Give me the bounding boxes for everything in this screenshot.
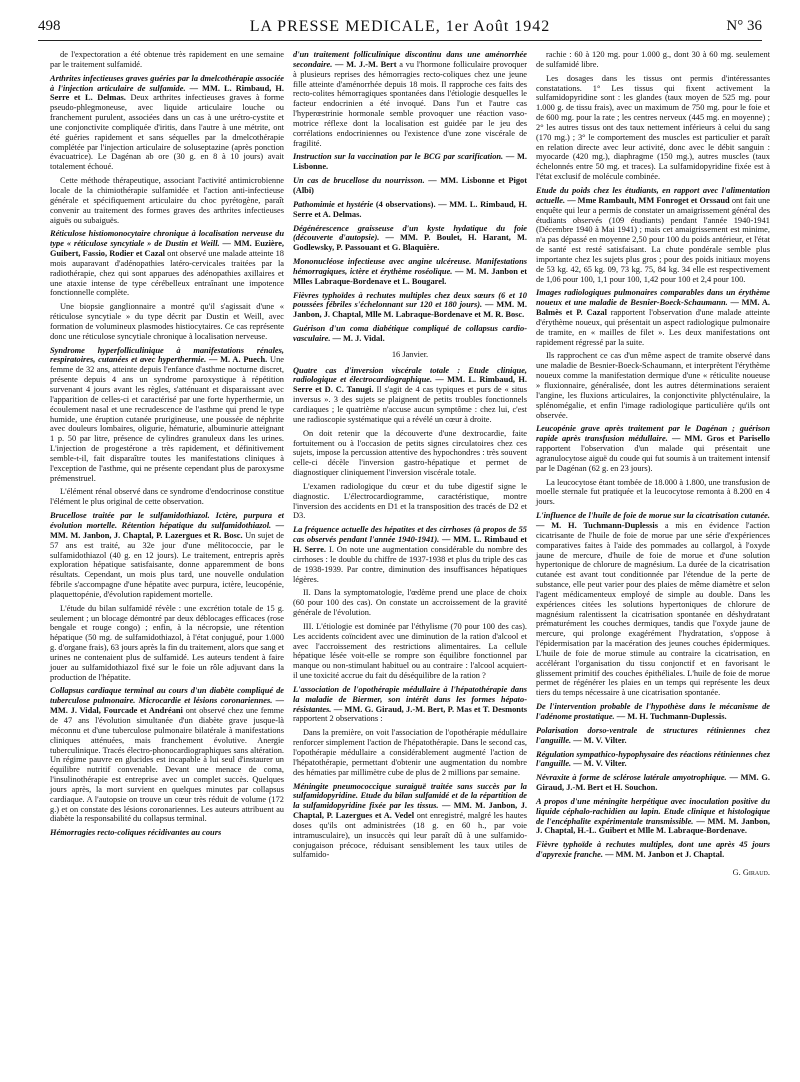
paragraph xyxy=(293,482,527,521)
abstract-title: Névraxite à forme de sclérose latérale amyotrophique. xyxy=(536,773,727,783)
abstract-text: a vu l'hormone folliculaire provoquer à plusieurs reprises des hémorragies recto-coliques chez une jeune fille atteinte d'aménorrhée depuis 18 mois. Il rapproche ces faits des recto-colites hémorragiques spontanées dans l'étiologie desquelles le facteur endocrinien a été invoqué. Dans l'un et l'autre cas l'hyperœstrinie hormonale semble provoquer une réaction vaso-motrice réflexe dont la localisation est guidée par le jeu des corrélations endocriniennes ou l'existence d'une zone viscérale de fragilité. xyxy=(293,59,528,148)
abstract-title: De l'intervention probable de l'hypothèse dans le mécanisme de l'adénome prostatique. xyxy=(536,702,770,721)
abstract-title: d'un traitement folliculinique discontinu dans une aménorrhée secondaire. xyxy=(293,50,527,69)
abstract-text: a mis en évidence l'action cicatrisante de l'huile de foie de morue par une série d'expériences comparatives faites à l'aide des pommades au collargol, à l'oxyde jaune de mercure, d'huile de foie de morue et d'une solution hypertonique de chlorure de magnésium. La durée de la cicatrisation cutanée est avant tout conditionnée par l'étendue de la perte de substance, elle peut varier pour des plaies de même diamètre et selon l'agent médicamenteux employé de simple au double. Dans les expériences citées les solutions hypertoniques de chlorure de magnésium ralentissent la cicatrisation spontanée en déshydratant prématurément les couches dermiques, tandis que l'oxyde jaune de mercure, qui prolonge exagérément l'hydratation, s'oppose à l'épidermisation par la macération des jeunes couches épidermiques. L'huile de foie de morue stimule au contraire la cicatrisation, en accélérant l'organisation du tissu conjonctif et en favorisant le glissement primitif des couches épithéliales. L'huile de foie de morue permet de régénérer les plaies en un temps qui représente les deux tiers du temps nécessaire à une cicatrisation spontanée. xyxy=(536,520,770,698)
abstract-authors: — MM. P. Boulet, H. Harant, M. Godlewsky, P. Passouant et G. Blaquière. xyxy=(293,233,527,253)
abstract-authors: — MM. Euzière, Guibert, Fassio, Rodier et Cazal xyxy=(50,239,284,259)
abstract-text: Une femme de 32 ans, atteinte depuis l'enfance d'asthme nocturne discret, présente depuis 4 ans un syndrome paroxystique à répétition survenant 4 jours avant les règles, s'atténuant et disparaissant avec l'apparition de celles-ci et caractérisé par une forte hyperthermie, un écoulement nasal et une recrudescence de l'asthme qui prend le type humide, une éruption cutanée prurigineuse, une poussée de néphrite avec douleurs lombaires, oligurie, hématurie, albuminurie atteignant 1 p. 50 par litre, présence de cylindres granuleux dans les urines. L'injection de progestérone a très rapidement, et définitivement semble-t-il, fait disparaître toutes les manifestations cliniques à l'exception de l'asthme, qui ne présente cependant plus de paroxysme prémenstruel. xyxy=(50,355,284,483)
abstract-title: A propos d'une méningite herpétique avec inoculation positive du liquide céphalo-rachidien au lapin. Etude clinique et histologique de l'encéphalite expérimentale transmissible. xyxy=(536,796,770,826)
paragraph xyxy=(293,622,527,681)
page-header xyxy=(38,18,762,42)
abstract-authors: — MM. M. Janbon, J. Chaptal, Mlle M. Labraque-Bordenave et M. R. Bosc. xyxy=(293,300,527,320)
abstract-authors: — MM. A. Balmès et P. Cazal xyxy=(536,298,771,318)
abstract-text: ont observé chez une femme de 47 ans l'évolution simultanée d'un diabète grave jusque-là méconnu et d'une tuberculose pulmonaire bilatérale à manifestations cliniques atténuées, mais franchement évolutive. Anergie tuberculinique. Tracés électro-phonocardiographiques sans altération. Un régime pauvre en glucides est incapable à lui seul d'instaurer un équilibre nutritif convenable. Devant une menace de coma, l'insulinothérapie est entreprise avec un complet succès. Quelques jours après, la mort survient en quelques minutes par collapsus cardiaque. A l'autopsie on trouve un cœur très réduit de volume (172 g.) et on constate des lésions coronariennes. Les auteurs attribuent au diabète la responsabilité du collapsus terminal. xyxy=(50,706,285,824)
abstract-title: Arthrites infectieuses graves guéries par la dmelcothérapie associée à l'injection articulaire de sulfamide. xyxy=(50,73,284,93)
header-rule xyxy=(38,40,762,41)
abstract-title: L'association de l'opothérapie médullaire à l'hépatothérapie dans la maladie de Biermer, son intérêt dans les formes hépato-résistantes. xyxy=(293,684,527,714)
abstract-entry xyxy=(50,511,284,600)
abstract-entry xyxy=(293,324,527,344)
abstract-entry xyxy=(50,828,284,838)
abstract-entry xyxy=(50,346,284,484)
abstract-title: Etude du poids chez les étudiants, en rapport avec l'alimentation actuelle. xyxy=(536,185,770,205)
abstract-authors: — MM. L. Rimbaud et H. Serre. xyxy=(293,535,527,554)
abstract-authors: — M. A. Puech. xyxy=(208,355,268,365)
page-number: 498 xyxy=(38,18,61,34)
paragraph xyxy=(50,302,284,341)
abstract-title: Quatre cas d'inversion viscérale totale : Etude clinique, radiologique et électrocardiographique. xyxy=(293,365,527,385)
abstract-entry xyxy=(536,840,770,860)
abstract-text: L'examen radiologique du cœur et du tube digestif signe le diagnostic. L'électrocardiogramme, caractéristique, montre l'inversion des accidents en D1 et la transposition des tracés de D2 et D3. xyxy=(293,481,527,521)
abstract-entry xyxy=(536,511,770,698)
abstract-title: Images radiologiques pulmonaires comparables dans un érythème noueux et une maladie de Besnier-Boeck-Schaumann. xyxy=(536,288,770,308)
paragraph xyxy=(536,478,770,508)
abstract-authors: — MM. M. Janbon, J. Chaptal, P. Lazergues et R. Bosc. xyxy=(50,520,285,540)
abstract-text: La leucocytose étant tombée de 18.000 à 1.800, une transfusion de moelle sternale fut pratiquée et la leucocytose remonta à 8.200 en 4 jours. xyxy=(536,477,770,507)
abstract-entry xyxy=(536,288,770,347)
abstract-entry xyxy=(293,50,527,148)
abstract-title: Méningite pneumococcique suraiguë traitée sans succès par la sulfamidopyridine. Etude du bilan sulfamidé et de la répartition de la sulfamidopyridine fixée par les tissus. xyxy=(293,781,527,811)
paragraph xyxy=(50,604,284,683)
paragraph xyxy=(536,50,770,70)
abstract-authors: — M. M. Janbon et Mlles Labraque-Bordenave et L. Bougarel. xyxy=(293,266,527,286)
paragraph xyxy=(293,429,527,478)
abstract-title: Pathomimie et hystérie xyxy=(293,199,374,209)
paragraph xyxy=(50,50,284,70)
abstract-text: II. Dans la symptomatologie, l'œdème prend une place de choix (60 pour 100 des cas). On constate un accroissement de la gravité générale de l'évolution. xyxy=(293,588,527,618)
abstract-entry xyxy=(293,200,527,220)
abstract-title: Régulation sympathico-hypophysaire des réactions rétiniennes chez l'anguille. xyxy=(536,749,770,769)
text-column-left xyxy=(50,50,284,842)
abstract-title: Leucopénie grave après traitement par le Dagénan ; guérison rapide après transfusion médullaire. xyxy=(536,424,770,444)
abstract-text: L'élément rénal observé dans ce syndrome d'endocrinose constitue l'élément le plus original de cette observation. xyxy=(50,487,284,507)
abstract-entry xyxy=(536,773,770,793)
abstract-text: III. L'étiologie est dominée par l'éthylisme (70 pour 100 des cas). Les accidents coïncident avec une diminution de la ration d'alcool et avec l'accroissement des restrictions alimentaires. La cellule hépatique lésée voit-elle se rompre son équilibre fonctionnel par manque ou non-stimulant habituel ou au contraire : l'alcool acquiert-il une toxicité accrue du fait du déséquilibre de la ration ? xyxy=(293,621,527,681)
abstract-authors: — MM. J. Vidal, Fourcade et Andréani xyxy=(50,696,284,716)
abstract-text: Il s'agit de 4 cas typiques et purs de « situs inversus ». 3 des sujets se plaignent de petits troubles fonctionnels cardiaques ; le quatrième n'accuse aucun symptôme : chez lui, c'est une radioscopie systématique qui a révélé un cœur à droite. xyxy=(293,385,527,424)
abstract-authors: — MM. M. Janbon, J. Chaptal, H.-L. Guibert et Mlle M. Labraque-Bordenave. xyxy=(536,816,770,836)
signature: G. Giraud. xyxy=(732,867,770,877)
abstract-text: rapportent l'observation d'un malade qui présentait une agranulocytose aiguë du coude qui fut soumis à un traitement intensif par le Dagénan (62 g. en 23 jours). xyxy=(536,444,770,473)
abstract-text: ont enregistré, malgré les hautes doses qu'ils ont administrées (18 g. en 60 h., par voie intramusculaire), un insuccès qui leur paraît dû à une sulfamido-conjugaison précoce, réduisant sensiblement les taux utiles de sulfamido- xyxy=(293,811,527,860)
abstract-text: rapportent 2 observations : xyxy=(293,714,383,724)
abstract-entry xyxy=(536,702,770,722)
abstract-authors: — M. J. Vidal. xyxy=(332,333,385,343)
abstract-entry xyxy=(293,176,527,196)
abstract-authors: — M. V. Vilter. xyxy=(573,759,627,769)
session-date: 16 Janvier. xyxy=(391,349,429,359)
abstract-title: Fièvres typhoïdes à rechutes multiples chez deux sœurs (6 et 10 poussées fébriles s'échelonnant sur 120 et 180 jours). xyxy=(293,290,527,310)
abstract-entry xyxy=(293,291,527,321)
abstract-text: Deux arthrites infectieuses graves à forme pseudo-phlegmoneuse, avec liquide articulaire louche ou franchement purulent, associées dans un cas à une urétro-cystite et une conjonctivite compliquée d'iritis, dans l'autre à une métrite, ont été guéries rapidement et sans séquelles par la dmelcothérapie complétée par l'injection articulaire de soluseptazine (après ponction évacuatrice). Le Dagénan ab ore (30 g. en 8 à 10 jours) avait totalement échoué. xyxy=(50,93,285,172)
abstract-authors: — M. Lisbonne. xyxy=(293,152,528,172)
abstract-authors: — MM. M. Janbon, J. Chaptal, P. Lazergues et A. Vedel xyxy=(293,801,527,821)
abstract-authors: (4 observations). — MM. L. Rimbaud, H. Serre et A. Delmas. xyxy=(293,199,528,219)
abstract-authors: — M. H. Tuchmann-Duplessis xyxy=(536,520,658,530)
abstract-entry xyxy=(293,257,527,287)
abstract-entry xyxy=(536,750,770,770)
abstract-text: On doit retenir que la découverte d'une dextrocardie, faite fortuitement ou à l'occasion de petits signes circulatoires chez ces sujets, impose la percussion attentive des hypochondres : très souvent celle-ci décèle l'inversion gastro-hépatique et permet de diagnostiquer cliniquement l'inversion viscérale totale. xyxy=(293,428,527,478)
abstract-text: rapportent l'observation d'une malade atteinte d'érythème noueux, qui présentait un aspect radiologique pulmonaire de tramite, en « mailles de filet ». Les deux manifestations ont rapidement régressé par la suite. xyxy=(536,308,770,347)
paragraph xyxy=(50,487,284,507)
abstract-title: Guérison d'un coma diabétique compliqué de collapsus cardio-vasculaire. xyxy=(293,324,527,343)
abstract-entry xyxy=(293,224,527,254)
journal-title: LA PRESSE MEDICALE, 1er Août 1942 xyxy=(249,18,551,35)
abstract-text: Dans la première, on voit l'association de l'opothérapie médullaire renforcer simplement l'action de l'hépatothérapie. Dans le second cas, l'opothérapie médullaire a considérablement augmenté l'action de l'hépatothérapie, permettant d'obtenir une augmentation du nombre des hématies par millimètre cube de plus de 2 millions par semaine. xyxy=(293,728,527,777)
abstract-title: Brucellose traitée par le sulfamidothiazol. Ictère, purpura et évolution mortelle. Rétention hépatique du sulfamidothiazol. xyxy=(50,511,284,530)
abstract-text: ont fait une enquête qui leur a permis de constater un amaigrissement général des étudiants observés (109 étudiants) pendant l'année 1940-1941 (Décembre 1940 à Mai 1941) ; mais cet amaigrissement est minime, n'a pas dépassé en moyenne 2,50 pour 100 du poids antérieur, et l'état de santé est resté satisfaisant. La chute pondérale semble plus importante chez les sujets plus gros ; pour des poids initiaux moyens de 53 kg. 42, 65 kg. 09, 73 kg. 75, 84 kg. 34 elle est respectivement de 1,06 pour 100, 1,1 pour 100, 1,42 pour 100 et 2,4 pour 100. xyxy=(536,195,770,284)
abstract-entry xyxy=(293,525,527,584)
abstract-text: Une biopsie ganglionnaire a montré qu'il s'agissait d'une « réticulose syncytiale » du type décrit par Dustin et Weill, avec formation de volumineux plasmodes histiocytaires. Ce cas représente donc une réticulose syncytiale chronique à localisation nerveuse. xyxy=(50,302,284,341)
abstract-entry xyxy=(50,74,284,172)
abstract-text: Ils rapprochent ce cas d'un même aspect de tramite observé dans une maladie de Besnier-Boeck-Schaumann, et interprètent l'érythème noueux comme la manifestation dermique d'une « réticulite noueuse » fluxionnaire, généralisée, dont les autres déterminations seraient l'angine, les fluxions articulaires, la conjonctivite phlycténulaire, la splénomégalie, et enfin l'image radiologique particulière qu'ils ont observée. xyxy=(536,351,770,420)
abstract-title: Un cas de brucellose du nourrisson. xyxy=(293,176,425,186)
abstract-entry xyxy=(293,685,527,724)
abstract-entry xyxy=(536,186,770,284)
abstract-authors: — MM. Lisbonne et Pigot (Albi) xyxy=(293,176,527,195)
abstract-entry xyxy=(536,797,770,836)
abstract-authors: — Mme Rambault, MM Fonroget et Orssaud xyxy=(567,195,730,205)
abstract-entry xyxy=(50,686,284,824)
abstract-text: L'étude du bilan sulfamidé révèle : une excrétion totale de 15 g. seulement ; un blocage démontré par deux déblocages efficaces (rose bengale et rouge congo) ; enfin, à la nécropsie, une rétention hépatique (50 mg. de sulfamidothiazol, à l'état conjugué, pour 1.000 g. d'organe frais), 63 jours après la fin du traitement, alors que sang et urines ne contenaient plus de sulfamidé. Les auteurs tendent à faire jouer au sulfamidothiazol fixé sur le foie un rôle adjuvant dans la production de l'hépatite. xyxy=(50,603,284,682)
paragraph xyxy=(293,728,527,777)
abstract-title: Réticulose histiomonocytaire chronique à localisation nerveuse du type « réticulose syncytiale » de Dustin et Weill. xyxy=(50,229,284,249)
abstract-entry xyxy=(536,726,770,746)
abstract-authors: — M. H. Tuchmann-Duplessis. xyxy=(616,712,727,721)
abstract-text: rachie : 60 à 120 mg. pour 1.000 g., dont 30 à 60 mg. seulement de sulfamidé libre. xyxy=(536,50,770,69)
abstract-title: La fréquence actuelle des hépatites et des cirrhoses (à propos de 55 cas observés pendant l'année 1940-1941). xyxy=(293,525,527,545)
abstract-authors: — MM. G. Giraud, J.-M. Bert et H. Souchon. xyxy=(536,773,771,793)
abstract-title: Fièvre typhoïde à rechutes multiples, dont une après 45 jours d'apyrexie franche. xyxy=(536,840,770,860)
abstract-text: de l'expectoration a été obtenue très rapidement en une semaine par le traitement sulfamidé. xyxy=(50,50,284,69)
abstract-text: Un sujet de 57 ans est traité, au 32e jour d'une mélitococcie, par le sulfamidothiazol (40 g. en 12 jours). Le traitement, entrepris après exploration hépatique satisfaisante, donne apparemment de bons résultats. Cependant, un mois plus tard, une nouvelle ondulation fébrile s'accompagne d'une hépatite avec purpura, ictère, leucopénie, plaquettopénie, d'évolution rapidement mortelle. xyxy=(50,530,284,599)
issue-number: N° 36 xyxy=(726,18,762,34)
abstract-entry xyxy=(293,152,527,172)
abstract-authors: — M. J.-M. Bert xyxy=(335,59,397,69)
abstract-authors: — M. V. Vilter. xyxy=(573,735,627,745)
abstract-title: L'influence de l'huile de foie de morue sur la cicatrisation cutanée. xyxy=(536,511,770,521)
abstract-text: ont observé une malade atteinte 18 mois auparavant d'adénopathies latéro-cervicales traitées par la radiothérapie, chez qui sont apparues des adénopathies axillaires et une ataxie intense de type cérébelleux entraînant une impotence fonctionnelle complète. xyxy=(50,249,284,298)
abstract-title: Polarisation dorso-ventrale de structures rétiniennes chez l'anguille. xyxy=(536,725,770,745)
abstract-authors: — MM. Gros et Parisello xyxy=(671,434,770,444)
abstract-authors: — MM. M. Janbon et J. Chaptal. xyxy=(605,850,725,860)
abstract-title: Hémorragies recto-coliques récidivantes au cours xyxy=(50,828,222,838)
abstract-authors: — MM. L. Rimbaud, H. Serre et L. Delmas. xyxy=(50,83,285,103)
abstract-text: Cette méthode thérapeutique, associant l'activité antimicrobienne locale de la chimiothérapie sulfamidée et l'action anti-infectieuse générale et spécifiquement articulaire du choc pyrétogène, paraît convenir au traitement des formes graves des arthrites infectieuses aiguës ou subaiguës. xyxy=(50,176,284,225)
abstract-text: I. On note une augmentation considérable du nombre des cirrhoses : le double du chiffre de 1937-1938 et plus du triple des cas de 1938-1939. Par contre, diminution des insuffisances hépatiques légères. xyxy=(293,544,528,584)
text-column-right xyxy=(536,50,770,882)
text-column-middle xyxy=(293,50,527,864)
paragraph xyxy=(50,176,284,225)
abstract-entry xyxy=(536,424,770,473)
abstract-title: Collapsus cardiaque terminal au cours d'un diabète compliqué de tuberculose pulmonaire. Microcardie et lésions coronariennes. xyxy=(50,686,284,706)
paragraph xyxy=(293,588,527,618)
abstract-text: Les dosages dans les tissus ont permis d'intéressantes constatations. 1° Les tissus qui fixent activement la sulfamidopyridine sont : les glandes (taux moyen de 525 mg. pour 1.000 g. de tissu frais), avec un maximum de 750 mg. pour le foie et de 600 mg. pour la rate ; les centres nerveux (445 mg. en moyenne) ; 2° les autres tissus ont des taux nettement inférieurs à celui du sang (170 mg.) ; 3° le comportement des muscles est particulier et paraît en relation directe avec leur activité, donc avec le débit sanguin : myocarde (420 mg.), diaphragme (150 mg.), autres muscles (taux échelonnés entre 50 mg. et traces). La sulfamidopyridine fixée est à l'état exclusif de molécule combinée. xyxy=(536,73,770,182)
paragraph xyxy=(536,351,770,420)
abstract-title: Syndrome hyperfolliculinique à manifestations rénales, respiratoires, cutanées et avec hyperthermie. xyxy=(50,345,284,365)
abstract-authors: — MM. G. Giraud, J.-M. Bert, P. Mas et T. Desmonts xyxy=(333,704,527,714)
abstract-title: Mononucléose infectieuse avec angine ulcéreuse. Manifestations hémorragiques, ictère et érythème roséolique. xyxy=(293,257,527,276)
abstract-title: Instruction sur la vaccination par le BCG par scarification. xyxy=(293,152,504,162)
abstract-authors: — MM. L. Rimbaud, H. Serre et D. C. Tanugi. xyxy=(293,375,527,395)
paragraph xyxy=(536,74,770,182)
abstract-entry xyxy=(293,782,527,861)
abstract-title: Dégénérescence graisseuse d'un kyste hydatique du foie (découverte d'autopsie). xyxy=(293,223,527,243)
abstract-entry xyxy=(293,366,527,425)
abstract-entry xyxy=(50,229,284,298)
